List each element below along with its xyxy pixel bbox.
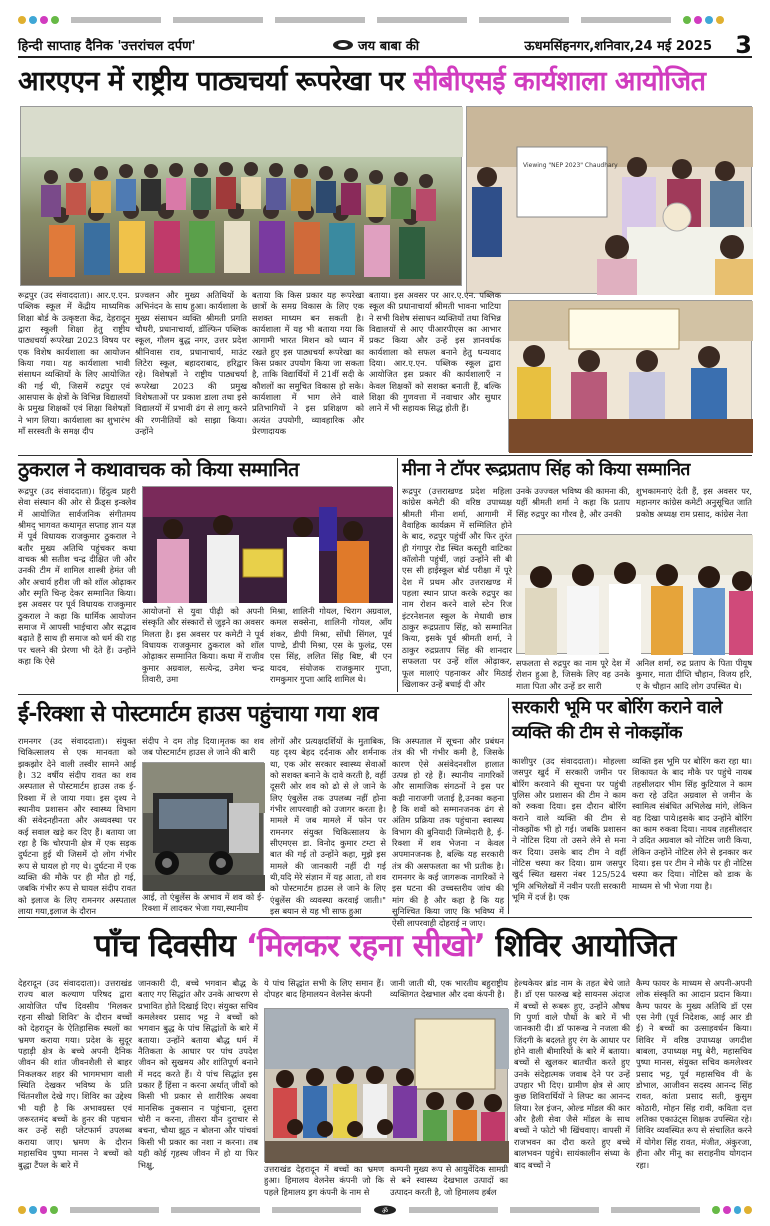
story-divider [18, 917, 752, 918]
story1-column-1: रूद्रपुर (उद संवाददाता)। आर.ए.एन. पब्लिक स्कूल में केंद्रीय माध्यमिक शिक्षा बोर्ड के उत्कृष्टता केंद्र, देहरादून द्वारा स्कूली शिक्षा हेतु राष्ट्रीय पाठ्यचर्या रूपरेखा 2023 विषय पर एक विशेष कार्यशाला का आयोजन किया गया। यह कार्यशाला भावी संसाधन व्यक्तियों के लिए आयोजित की गई थी, जिसमें रुद्रपुर एवं आसपास के क्षेत्रों के विभिन्न विद्यालयों के प्रमुख शिक्षकों एवं शिक्षा विशेषज्ञों ने भाग लिया। कार्यशाला का शुभारंभ माँ सरस्वती के समक्ष दीप [18, 290, 130, 437]
story4-column-2-top: संदीप ने दम तोड़ दिया।मृतक का शव जब पोस्टमार्टम हाउस ले जाने की बारी [142, 736, 264, 758]
story6-column-4b: कम्पनी मुख्य रूप से आयुर्वेदिक सामग्री से बने स्वास्थ्य देखभाल उत्पादों का उत्पादन करती है, जो हिमालय हर्बल [390, 1164, 508, 1197]
header-motto: जय बाबा की [358, 39, 420, 54]
bottom-decorative-bar [18, 1204, 752, 1216]
story3-felicitation-photo [516, 534, 752, 654]
story4-column-2-bottom: आई, तो एंबुलेंस के अभाव में शव को ई-रिक्शा में लादकर भेजा गया,स्थानीय [142, 892, 264, 914]
header-date: ऊधमसिंहनगर,शनिवार,24 मई 2025 [524, 39, 712, 54]
header-middle [332, 36, 502, 54]
om-icon [332, 39, 354, 51]
story6-column-3b: उत्तराखंड देहरादून में बच्चों का भ्रमण हुआ। हिमालय वेलनेस कंपनी जो कि पहले हिमालय ड्रग कंपनी के नाम से [264, 1164, 384, 1197]
story3-column-3b: अनिल शर्मा, रुद्र प्रताप के पिता पीयूष कुमार, माता दीप्ति चौहान, विजय हरि, ए के चौहान आदि लोग उपस्थित थे। [636, 658, 752, 691]
story-divider [18, 694, 752, 695]
story1-workshop-photo [466, 106, 752, 294]
story1-column-2: प्रज्वलन और मुख्य अतिथियों के अभिनंदन के साथ हुआ। कार्यशाला के मुख्य संसाधन व्यक्ति श्रीमती प्रगति चौधरी, प्रधानाचार्या, डॉल्फिन पब्लिक स्कूल, गौलम बुद्ध नगर, उत्तर प्रदेश श्रीनिवास राव, प्रधानाचार्य, माउंट लिटेरा स्कूल, बहादराबाद, हरिद्वार रहे। विशेषज्ञों ने राष्ट्रीय पाठ्यचर्या रूपरेखा 2023 की प्रमुख विशेषताओं पर प्रकाश डाला तथा इसे विद्यालयों में प्रभावी ढंग से लागू करने की रणनीतियों को साझा किया। उन्होंने [135, 290, 247, 437]
page-header [18, 31, 752, 59]
story2-column-1: रूद्रपुर (उद संवाददाता)। हिंदुत्व प्रहरी सेवा संस्थान की ओर से फ्रैंड्स इन्क्लेव में आयोजित सार्वजनिक संगीतमय श्रीमद् भागवत कथामृत सप्ताह ज्ञान यज्ञ में पूर्व विधायक राजकुमार ठुकराल ने बतौर मुख्य अतिथि पहुंचकर कथा वाचक श्री सतीश चन्द्र दीक्षित जी और उनकी टीम में शामिल शास्त्री हेमंत जी और अचार्य हरीश जी को शॉल ओढ़ाकर और स्मृति चिन्ह देकर सम्मानित किया। इस अवसर पर पूर्व विधायक राजकुमार ठुकराल ने कहा कि धार्मिक आयोजन समाज में आपसी भाईचारा और सद्भाव बढ़ाते हैं साथ ही समाज को धर्म की राह पर चलने की प्रेरणा भी देते हैं। उन्होंने कहा कि ऐसे [18, 486, 136, 667]
svg-text:ॐ: ॐ [381, 1207, 389, 1215]
story4-e-rickshaw-photo [142, 762, 264, 890]
story4-column-4: कि अस्पताल में सूचना और प्रबंधन तंत्र की भी गंभीर कमी है, जिसके कारण ऐसे असंवेदनशील हालात उत्पन्न हो रहे हैं। स्थानीय नागरिकों और सामाजिक संगठनों ने इस पर कड़ी नाराजगी जताई है,उनका कहना है कि शवों को सम्मानजनक ढंग से अंतिम प्रक्रिया तक पहुंचाना स्वास्थ्य विभाग की बुनियादी जिम्मेदारी है, ई-रिक्शा में शव भेजना न केवल अपमानजनक है, बल्कि यह सरकारी तंत्र की असफलता का भी प्रतीक है।रामनगर के कई जागरूक नागरिकों ने इस घटना की उच्चस्तरीय जांच की मांग की है और कहा है कि यह सुनिश्चित किया जाए कि भविष्य में ऐसी लापरवाही दोहराई न जाए। [392, 736, 504, 928]
story3-column-1: रूद्रपुर (उत्तराखण्ड प्रदेश महिला कांग्रेस कमेटी की वरिष्ठ उपाध्यक्ष श्रीमती मीना शर्मा, आगामी में वैवाहिक कार्यक्रम में सम्मिलित होने के बाद, रुद्रपुर पहुंचीं और फिर तुरंत ही गंगापुर रोड स्थित कस्तूरी वाटिका कॉलोनी पहुंचीं, जहां उन्होंने सी बी एस सी हाईस्कूल बोर्ड परीक्षा में पूरे देश में प्रथम और उत्तराखण्ड में पहला स्थान प्राप्त करके रुद्रपुर का नाम रोशन करने वाले स्टेन रिज इंटरनेशनल स्कूल के मेधावी छात्र ठाकुर रूद्रप्रताप सिंह, को सम्मानित किया, इसके पूर्व श्रीमती शर्मा, ने ठाकुर रुद्रप्रताप सिंह की शानदार सफलता पर उन्हें शॉल ओढ़ाकर, फूल मालाएं पहनाकर और मिठाई खिलाकर उन्हें बधाई दी और [402, 486, 512, 689]
story3-column-2a: उनके उज्ज्वल भविष्य की कामना की, यहीं श्रीमती शर्मा ने कहा कि प्रताप सिंह रुद्रपुर का गौरव है, और उनकी [516, 486, 630, 519]
story3-column-3a: शुभकामनाएं देती हैं, इस अवसर पर, महानगर कांग्रेस कमेटी अनुसूचित जाति प्रकोष्ठ अध्यक्ष राम प्रसाद, कांग्रेस नेता [636, 486, 752, 519]
story5-headline: सरकारी भूमि पर बोरिंग कराने वाले व्यक्ति की टीम से नोकझोंक [512, 698, 723, 743]
story6-column-2: जानकारी दी, बच्चे भगवान बौद्ध के बताए गए सिद्धांत और उनके आचरण से प्रभावित होते दिखाई दिए। संयुक्त सचिव कमलेश्वर प्रसाद भट्ट ने बच्चों को भगवान बुद्ध के पांच सिद्धांतों के बारे में बताया। उन्होंने बताया बौद्ध धर्म में नैतिकता के आधार पर पांच उपदेश जीवन को सुखमय और शांतिपूर्ण बनाने में मदद करते हैं। ये पांच सिद्धांत इस प्रकार हैं हिंसा न करना अर्थात् जीवों को किसी भी प्रकार से शारीरिक अथवा मानसिक नुकसान न पहुंचाना, दूसरा चोरी न करना, तीसरा यौन दुराचार से बचना, चौथा झूठ न बोलना और पांचवां किसी भी प्रकार का नशा न करना। तब यही कोई गृहस्थ जीवन में हो या फिर भिक्षु, [138, 978, 258, 1170]
story2-felicitation-photo [142, 486, 392, 602]
story6-column-4: जानी जाती थी, एक भारतीय बहुराष्ट्रीय व्यक्तिगत देखभाल और दवा कंपनी है। [390, 978, 508, 1000]
story6-headline: पाँच दिवसीय ‘मिलकर रहना सीखो’ शिविर आयोजित [94, 928, 676, 964]
om-icon [373, 1205, 397, 1215]
story4-headline: ई-रिक्शा से पोस्टमार्टम हाउस पहुंचाया गया शव [18, 702, 379, 727]
story2-headline: ठुकराल ने कथावाचक को किया सम्मानित [18, 458, 299, 481]
story1-column-3: बताया कि किस प्रकार यह रूपरेखा छात्रों के समग्र विकास के लिए एक सशक्त माध्यम बन सकती है। कार्यशाला में यह भी बताया गया कि आगामी भारत मिशन को ध्यान में रखते हुए इस पाठ्यचर्या रूपरेखा का किस प्रकार उपयोग किया जा सकता है, ताकि विद्यार्थियों में 21वीं सदी के कौशलों का समुचित विकास हो सके। कार्यशाला में भाग लेने वाले प्रतिभागियों ने इस प्रशिक्षण को अत्यंत उपयोगी, व्यावहारिक और प्रेरणादायक [252, 290, 364, 437]
story1-headline: आरएएन में राष्ट्रीय पाठ्यचर्या रूपरेखा पर सीबीएसई कार्यशाला आयोजित [18, 66, 706, 97]
story3-headline: मीना ने टॉपर रूद्रप्रताप सिंह को किया सम्मानित [402, 460, 690, 480]
story5-column-2: व्यक्ति इस भूमि पर बोरिंग करा रहा था। शिकायत के बाद मौके पर पहुंचे नायब तहसीलदार भीम सिंह कुटियाल ने काम करा रहे उदित अग्रवाल से जमीन के स्वामित्व संबंधित अभिलेख मांगे, लेकिन वह दिखा पाये।इसके बाद उन्होंने बोरिंग का काम रुकवा दिया। नायब तहसीलदार ने उदित अग्रवाल को नोटिस जारी किया, लेकिन उन्होंने नोटिस लेने से इनकार कर दिया। इस पर टीम ने मौके पर ही नोटिस चस्पा कर दिया। नोटिस को डाक के माध्यम से भी भेजा गया है। [632, 756, 752, 891]
story2-column-2: आयोजनों से युवा पीढ़ी को अपनी संस्कृति और संस्कारों से जुड़ने का अवसर मिलता है। इस अवसर पर कमेटी ने पूर्व विधायक राजकुमार ठुकराल को शॉल ओढ़ाकर सम्मानित किया। कथा में राजीव कुमार अग्रवाल, सत्येन्द्र, उमेश चन्द्र तिवारी, उमा [142, 606, 264, 685]
story3-column-2b: सफलता से रुद्रपुर का नाम पूरे देश में रोशन हुआ है, जिसके लिए वह उनके माता पिता और उन्हें डर सारी [516, 658, 630, 691]
story1-projector-caption: Viewing "NEP 2023" Chaudhary [523, 162, 618, 169]
story6-column-6: कैम्प फायर के माध्यम से अपनी-अपनी लोक संस्कृति का आदान प्रदान किया। कैम्प फायर के मुख्य अतिथि डॉ एस एस नेगी (पूर्व निदेशक, आई आर डी ई) ने बच्चों का उत्साहवर्धन किया। शिविर में वरिष्ठ उपाध्यक्ष जगदीश बाबला, उपाध्यक्ष मधु बेरी, महासचिव पुष्पा मानस, संयुक्त सचिव कमलेश्वर प्रसाद भट्ट, पूर्व महासचिव वी के डोभाल, आजीवन सदस्य आनन्द सिंह रावत, कांता प्रसाद सती, कुसुम कोठारी, मोहन सिंह रावी, कविता दत्त लतिका एकाउंट्स शिक्षक उपस्थित रहे। शिविर व्यवस्थित रूप से संचालित करने में योगेश सिंह रावत, मंजीत, अंकुरजा, हीना और मीनू का सराहनीय योगदान रहा। [636, 978, 752, 1170]
publication-name: हिन्दी साप्ताह दैनिक 'उत्तरांचल दर्पण' [18, 39, 196, 54]
story5-column-1: काशीपुर (उद संवाददाता)। मोहल्ला जसपुर खुर्द में सरकारी जमीन पर बोरिंग करवाने की सूचना पर पहुंची पुलिस और प्रशासन की टीम ने काम को रुकवा दिया। इस दौरान बोरिंग कराने वाले व्यक्ति की टीम से नोकझोंक भी हो गई। जबकि प्रशासन ने नोटिस दिया तो उसने लेने से मना कर दिया। उसके बाद टीम ने वहीं नोटिस चस्पा कर दिया। ग्राम जसपुर खुर्द स्थित खसरा नंबर 125/524 भूमि अभिलेखों में नवीन परती सरकारी भूमि में दर्ज है। एक [512, 756, 626, 903]
story1-column-4: बताया। इस अवसर पर आर.ए.एन. पब्लिक स्कूल की प्रधानाचार्या श्रीमती भावना भाटिया ने सभी विशेष संसाधन व्यक्तियों तथा विभिन्न विद्यालयों से आए पीआरपीएस का आभार प्रकट किया और उन्हें इस ज्ञानवर्धक कार्यशाला को सफल बनाने हेतु धन्यवाद दिया। आर.ए.एन. पब्लिक स्कूल द्वारा आयोजित इस प्रकार की कार्यशालाएँ न केवल शिक्षकों को सशक्त बनाती हैं, बल्कि शिक्षा की गुणवत्ता में नवाचार और सुधार लाने में भी सहायक सिद्ध होती हैं। [369, 290, 501, 414]
story6-column-5: हेल्थकेयर ब्रांड नाम के तहत बेचे जाते हैं। डॉ एस फारुख बड़े सायनस अंदाज में बच्चों से रूबरू हुए, उन्होंने औषध गि पुर्णा वाले पौधों के बारे में भी जानकारी दी। डॉ फारूख ने नजला की जिंदगी के बदलते हुए रंग के आधार पर होने वाली बीमारियों के बारे में बताया। बच्चों से खुलकर बातचीत करते हुए उनके संदेहात्मक जवाब देने पर उन्हें उपहार भी दिए। ग्रामीण क्षेत्र से आए कुछ शिविरार्थियों ने लिफ्ट का आनन्द लिया। रेल इंजन, ओल्ड मॉडल की कार और हैली सेवा जैसे मॉडल के साथ बच्चों ने फोटो भी खिंचवाए। वापसी में राजभवन का दौरा करते हुए बच्चे बालभवन पहुंचे। सायंकालीन संध्या के बाद बच्चों ने [514, 978, 630, 1170]
story-divider-vertical [508, 698, 509, 914]
story4-column-1: रामनगर (उद संवाददाता)। संयुक्त चिकित्सालय से एक मानवता को झकझोर देने वाली तस्वीर सामने आई है। 32 वर्षीय संदीप रावत का शव अस्पताल से पोस्टमार्टम हाउस तक ई-रिक्शा में ले जाया गया। इस दृश्य ने स्थानीय प्रशासन और स्वास्थ्य विभाग की संवेदनहीनता और अव्यवस्था पर कई सवाल खड़े कर दिए हैं। बताया जा रहा है कि चोरपानी क्षेत्र में एक सड़क दुर्घटना हुई थी जिसमें दो लोग गंभीर रूप से घायल हो गए थे। दुर्घटना में एक व्यक्ति की मौके पर ही मौत हो गई, जबकि गंभीर रूप से घायल संदीप रावत को इलाज के लिए रामनगर अस्पताल लाया गया,इलाज के दौरान [18, 736, 136, 917]
story1-panel-photo [508, 300, 752, 452]
story1-group-photo [20, 106, 462, 286]
story2-column-3: मिश्रा, शालिनी गोयल, चिराग अग्रवाल, कमल सक्सेना, शालिनी गोयल, आँय शंकर, डीपी मिश्रा, सोंधी सिंगल, पूर्व पाण्डे, डीपी मिश्रा, एस के फुलंद्र, एस एस सिंह, ललित सिंह बिष्ट, बी एन यादव, संयोजक राजकुमार गुप्ता, रामकुमार गुप्ता आदि शामिल थे। [270, 606, 392, 685]
story4-column-3: लोगों और प्रत्यक्षदर्शियों के मुताबिक, यह दृश्य बेहद दर्दनाक और शर्मनाक था, एक ओर सरकार स्वास्थ्य सेवाओं को सशक्त बनाने के दावे करती है, वहीं दूसरी ओर शव को ढो से ले जाने के लिए एंबुलेंस तक उपलब्ध नहीं होना गंभीर लापरवाही को उजागर करता है। मामले में जब मामले में फोन पर रामनगर संयुक्त चिकित्सालय के सीएमएस डा. विनोद कुमार टम्टा से बात की गई तो उन्होंने कहा, मुझे इस मामले की जानकारी नहीं दी गई थी,यदि मेरे संज्ञान में यह आता, तो शव को पोस्टमार्टम हाउस ले जाने के लिए एंबुलेंस की व्यवस्था करवाई जाती।" इस बयान से यह भी साफ हुआ [270, 736, 386, 917]
story-divider-vertical [397, 458, 398, 692]
story6-column-3: ये पांच सिद्धांत सभी के लिए समान हैं। दोपहर बाद हिमालयन वेलनेस कंपनी [264, 978, 384, 1000]
page-number: 3 [735, 31, 752, 59]
top-decorative-bar [18, 14, 752, 26]
story6-column-1: देहरादून (उद संवाददाता)। उत्तराखंड राज्य बाल कल्याण परिषद द्वारा आयोजित पाँच दिवसीय 'मिलकर रहना सीखो शिविर' के दौरान बच्चों को देहरादून के ऐतिहासिक स्थलों का भ्रमण कराया गया। प्रदेश के सुदूर पहाड़ी क्षेत्र के बच्चे अपनी दैनिक जीवन की शांत जीवनशैली से बाहर निकलकर शहर की भागमभाग वाली स्थिति देखकर भविष्य के प्रति चिंतनशील देखे गए। शिविर का उद्देश्य भी यही है कि अभावग्रस्त एवं जरूरतमंद बच्चों के हुनर की पहचान कर उन्हें सही प्लेटफार्म उपलब्ध कराया जाए। भ्रमण के दौरान महासचिव पुष्पा मानस ने बच्चों को बुद्धा टैंपल के बारे में [18, 978, 132, 1170]
story6-camp-photo [264, 1008, 508, 1162]
